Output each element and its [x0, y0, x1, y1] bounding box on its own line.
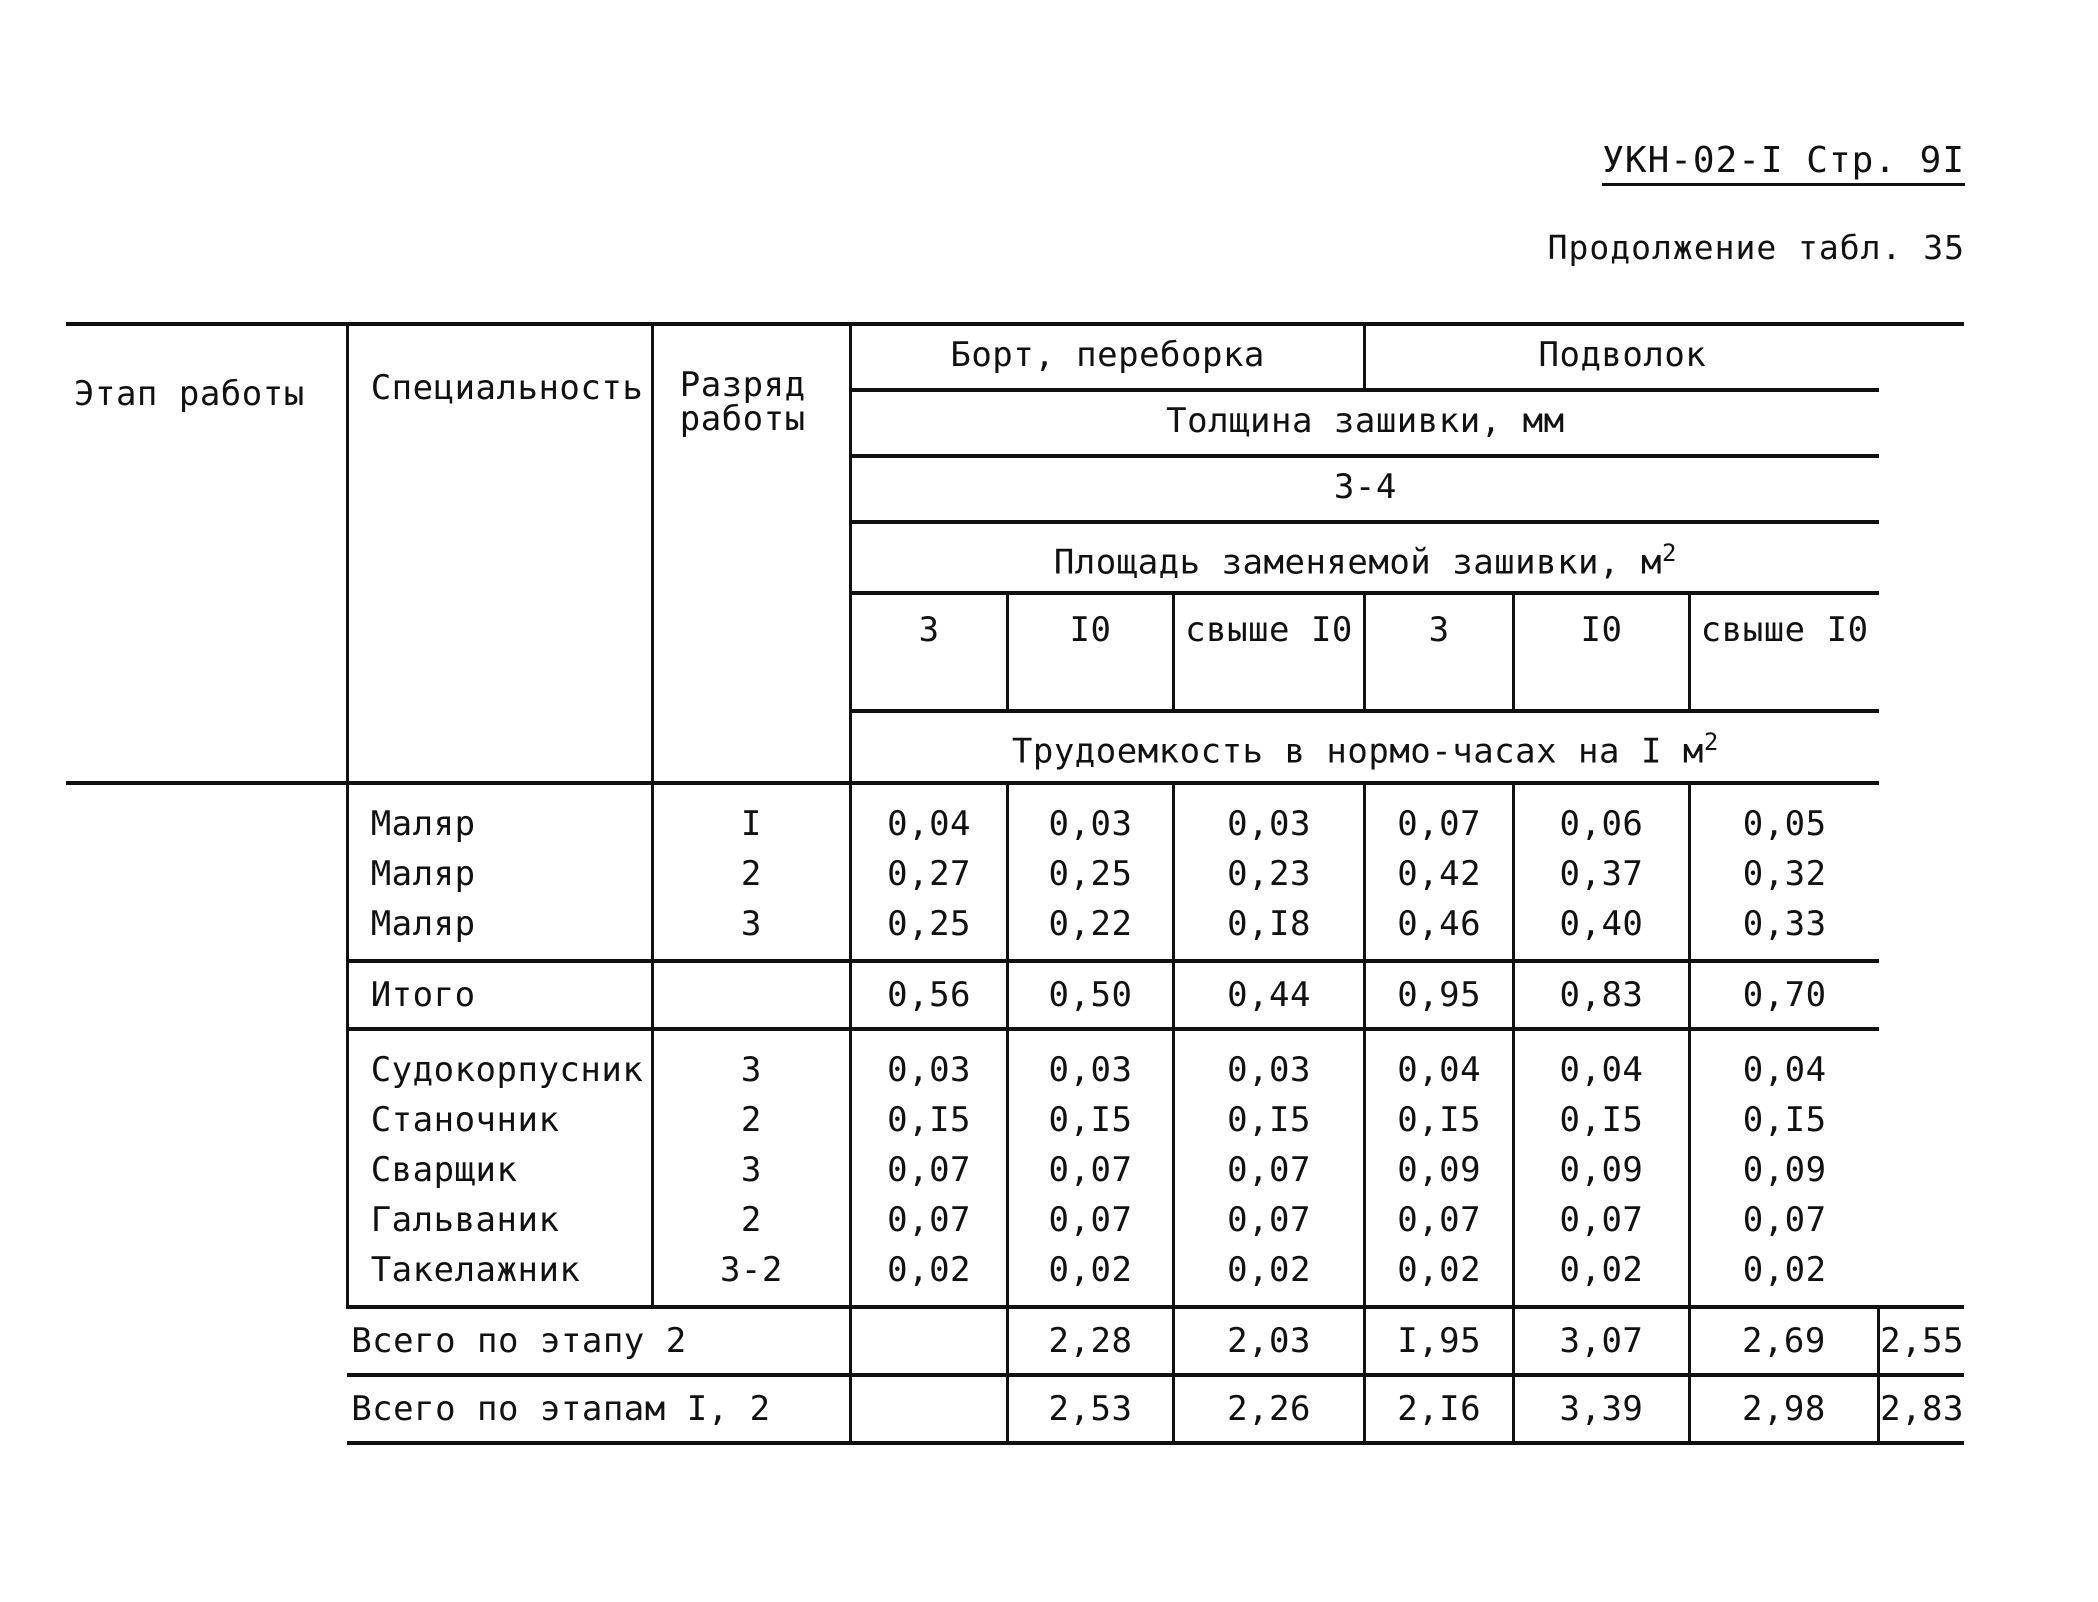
- value-cell: 0,I5: [1559, 1099, 1644, 1140]
- labor-header-unit: 2: [1703, 728, 1719, 757]
- value-cell: 0,42: [1397, 853, 1482, 894]
- stage-header: Этап работы: [66, 324, 347, 783]
- values-col-3: [1173, 783, 1364, 961]
- total-stage2-label: Всего по этапу 2: [347, 1307, 850, 1375]
- subtotal-grade: [652, 961, 850, 1029]
- value-cell: 0,02: [1048, 1249, 1133, 1290]
- value-cell: 0,03: [1048, 803, 1133, 844]
- table-row: Гальваник: [370, 1199, 560, 1240]
- value-cell: 0,02: [1742, 1249, 1827, 1290]
- values-col-3: [1173, 1029, 1364, 1307]
- value-cell: 0,46: [1397, 903, 1482, 944]
- table-row: Такелажник: [370, 1249, 581, 1290]
- value-cell: 0,09: [1397, 1149, 1482, 1190]
- total-stages12-label: Всего по этапам I, 2: [347, 1375, 850, 1443]
- value-cell: 2,55: [1879, 1307, 1964, 1375]
- value-cell: 2,98: [1689, 1375, 1878, 1443]
- values-col-6: [1689, 1029, 1878, 1307]
- value-cell: 0,27: [887, 853, 972, 894]
- value-cell: 3,07: [1514, 1307, 1690, 1375]
- grade-header: Разряд работы: [652, 324, 850, 783]
- total-stage2-grade: [851, 1307, 1008, 1375]
- value-cell: 0,I5: [887, 1099, 972, 1140]
- subtotal-label: Итого: [347, 961, 652, 1029]
- value-cell: 2,03: [1173, 1307, 1364, 1375]
- grade-value: I: [740, 803, 762, 844]
- table-row: Судокорпусник: [370, 1049, 644, 1090]
- value-cell: 0,07: [1048, 1199, 1133, 1240]
- value-cell: 0,07: [1397, 803, 1482, 844]
- value-cell: 0,40: [1559, 903, 1644, 944]
- stage-cell: [66, 783, 347, 1443]
- value-cell: 0,25: [1048, 853, 1133, 894]
- total-stages12-grade: [851, 1375, 1008, 1443]
- labor-table: [66, 322, 1964, 1445]
- document-reference: УКН-02-I Стр. 9I: [1602, 140, 1965, 186]
- values-col-1: [851, 1029, 1008, 1307]
- values-col-6: [1689, 783, 1878, 961]
- grade-value: 2: [740, 853, 762, 894]
- group-header-side: Борт, переборка: [851, 324, 1365, 390]
- value-cell: 0,02: [1397, 1249, 1482, 1290]
- group-header-ceiling: Подволок: [1365, 324, 1879, 390]
- table-row: Сварщик: [370, 1149, 518, 1190]
- value-cell: 2,83: [1879, 1375, 1964, 1443]
- value-cell: 2,I6: [1365, 1375, 1514, 1443]
- value-cell: 0,22: [1048, 903, 1133, 944]
- value-cell: 0,04: [1559, 1049, 1644, 1090]
- value-cell: 0,25: [887, 903, 972, 944]
- value-cell: 0,37: [1559, 853, 1644, 894]
- grade-value: 2: [740, 1199, 762, 1240]
- value-cell: 0,83: [1514, 961, 1690, 1029]
- value-cell: 0,32: [1742, 853, 1827, 894]
- area-col-4: 3: [1365, 593, 1514, 711]
- value-cell: 2,28: [1008, 1307, 1174, 1375]
- area-col-2: I0: [1008, 593, 1174, 711]
- value-cell: 0,I8: [1227, 903, 1311, 944]
- value-cell: 0,95: [1365, 961, 1514, 1029]
- value-cell: 2,69: [1689, 1307, 1878, 1375]
- values-col-5: [1514, 783, 1690, 961]
- value-cell: 0,33: [1742, 903, 1827, 944]
- total-stages12-row: [66, 1375, 1964, 1443]
- table-row: Маляр: [370, 903, 476, 944]
- value-cell: 0,I5: [1227, 1099, 1311, 1140]
- value-cell: 3,39: [1514, 1375, 1690, 1443]
- value-cell: 0,05: [1742, 803, 1827, 844]
- value-cell: 0,03: [1048, 1049, 1133, 1090]
- values-col-2: [1008, 1029, 1174, 1307]
- specialty-list-2: [347, 1029, 652, 1307]
- value-cell: 0,07: [1397, 1199, 1482, 1240]
- table-row: Маляр: [370, 853, 476, 894]
- value-cell: 0,02: [1227, 1249, 1311, 1290]
- value-cell: 0,23: [1227, 853, 1311, 894]
- value-cell: 0,07: [1742, 1199, 1827, 1240]
- value-cell: 0,03: [1227, 1049, 1311, 1090]
- area-header-unit: 2: [1661, 539, 1677, 567]
- area-col-3: свыше I0: [1173, 593, 1364, 711]
- value-cell: 2,26: [1173, 1375, 1364, 1443]
- value-cell: 0,I5: [1742, 1099, 1827, 1140]
- value-cell: 0,07: [887, 1199, 972, 1240]
- values-col-4: [1365, 1029, 1514, 1307]
- subtotal-row: [66, 961, 1964, 1029]
- value-cell: 0,I5: [1048, 1099, 1133, 1140]
- value-cell: 0,03: [887, 1049, 972, 1090]
- grade-list-2: [652, 1029, 850, 1307]
- value-cell: 2,53: [1008, 1375, 1174, 1443]
- grade-value: 3: [740, 903, 762, 944]
- value-cell: 0,44: [1173, 961, 1364, 1029]
- value-cell: 0,70: [1689, 961, 1878, 1029]
- value-cell: 0,04: [887, 803, 972, 844]
- grade-value: 3: [740, 1149, 762, 1190]
- value-cell: 0,07: [887, 1149, 972, 1190]
- values-col-2: [1008, 783, 1174, 961]
- value-cell: 0,02: [1559, 1249, 1644, 1290]
- grade-list-1: [652, 783, 850, 961]
- value-cell: 0,50: [1008, 961, 1174, 1029]
- value-cell: 0,04: [1742, 1049, 1827, 1090]
- value-cell: 0,07: [1559, 1199, 1644, 1240]
- values-col-4: [1365, 783, 1514, 961]
- value-cell: 0,06: [1559, 803, 1644, 844]
- area-col-1: 3: [851, 593, 1008, 711]
- total-stage2-row: [66, 1307, 1964, 1375]
- value-cell: 0,09: [1559, 1149, 1644, 1190]
- values-col-1: [851, 783, 1008, 961]
- value-cell: 0,09: [1742, 1149, 1827, 1190]
- table-continuation-note: Продолжение табл. 35: [1547, 228, 1965, 267]
- area-header-label: Площадь заменяемой зашивки, м: [1053, 542, 1662, 583]
- value-cell: I,95: [1365, 1307, 1514, 1375]
- thickness-value: 3-4: [851, 456, 1879, 522]
- value-cell: 0,07: [1048, 1149, 1133, 1190]
- value-cell: 0,02: [887, 1249, 972, 1290]
- value-cell: 0,03: [1227, 803, 1311, 844]
- area-header: [851, 522, 1879, 593]
- table-row: Маляр: [370, 803, 476, 844]
- area-col-5: I0: [1514, 593, 1690, 711]
- value-cell: 0,56: [851, 961, 1008, 1029]
- labor-header-label: Трудоемкость в нормо-часах на I м: [1011, 731, 1704, 772]
- grade-value: 3: [740, 1049, 762, 1090]
- specialty-header: Специальность: [347, 324, 652, 783]
- labor-header: [851, 711, 1879, 782]
- area-col-6: свыше I0: [1689, 593, 1878, 711]
- grade-value: 3-2: [719, 1249, 783, 1290]
- table-row: Станочник: [370, 1099, 560, 1140]
- value-cell: 0,07: [1227, 1199, 1311, 1240]
- values-col-5: [1514, 1029, 1690, 1307]
- specialty-list-1: [347, 783, 652, 961]
- grade-value: 2: [740, 1099, 762, 1140]
- thickness-header: Толщина зашивки, мм: [851, 390, 1879, 456]
- value-cell: 0,I5: [1397, 1099, 1482, 1140]
- value-cell: 0,04: [1397, 1049, 1482, 1090]
- value-cell: 0,07: [1227, 1149, 1311, 1190]
